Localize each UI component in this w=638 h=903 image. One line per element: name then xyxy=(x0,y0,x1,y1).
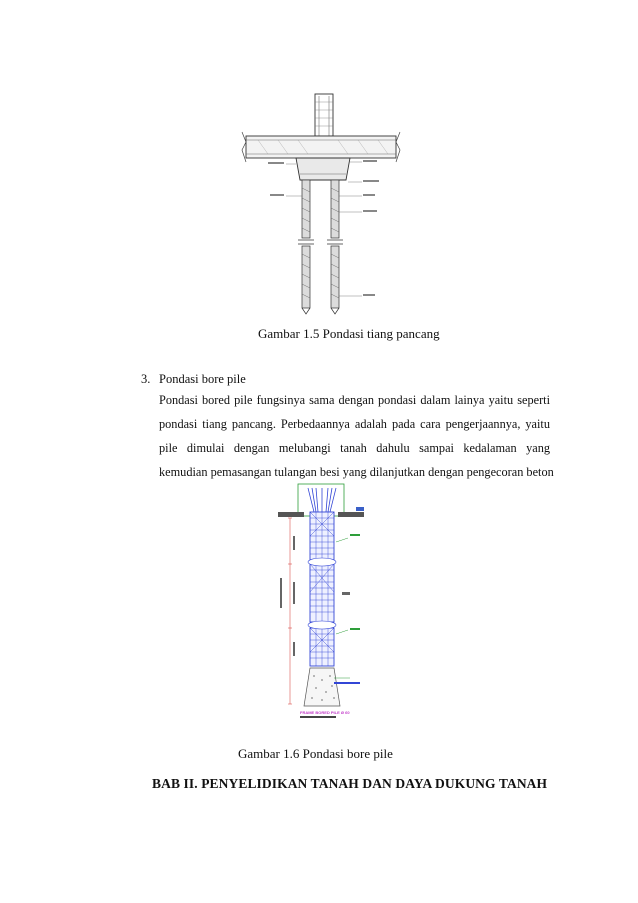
pile-cap-drawing xyxy=(238,92,403,317)
figure-1-6-caption: Gambar 1.6 Pondasi bore pile xyxy=(238,746,393,761)
list-item-title: Pondasi bore pile xyxy=(159,372,246,386)
bore-pile-drawing xyxy=(270,482,380,727)
drawing-label-underline xyxy=(300,716,336,718)
chapter-heading: BAB II. PENYELIDIKAN TANAH DAN DAYA DUKUNG TANAH xyxy=(152,776,548,791)
paragraph-line: pondasi tiang pancang. Perbedaannya adalah pada cara pengerjaannya, yaitu xyxy=(159,417,550,431)
paragraph-line: kemudian pemasangan tulangan besi yang dilanjutkan dengan pengecoran beton xyxy=(159,465,554,479)
paragraph-line: Pondasi bored pile fungsinya sama dengan pondasi dalam lainya yaitu seperti xyxy=(159,393,550,407)
paragraph-line: pile dimulai dengan melubangi tanah dahulu sampai kedalaman yang xyxy=(159,441,550,455)
figure-1-5-caption: Gambar 1.5 Pondasi tiang pancang xyxy=(258,326,440,341)
bore-pile-paragraph xyxy=(159,388,554,484)
drawing-label: FRAME BORED PILE Ø 60 xyxy=(300,710,350,715)
list-number: 3. xyxy=(141,372,151,386)
